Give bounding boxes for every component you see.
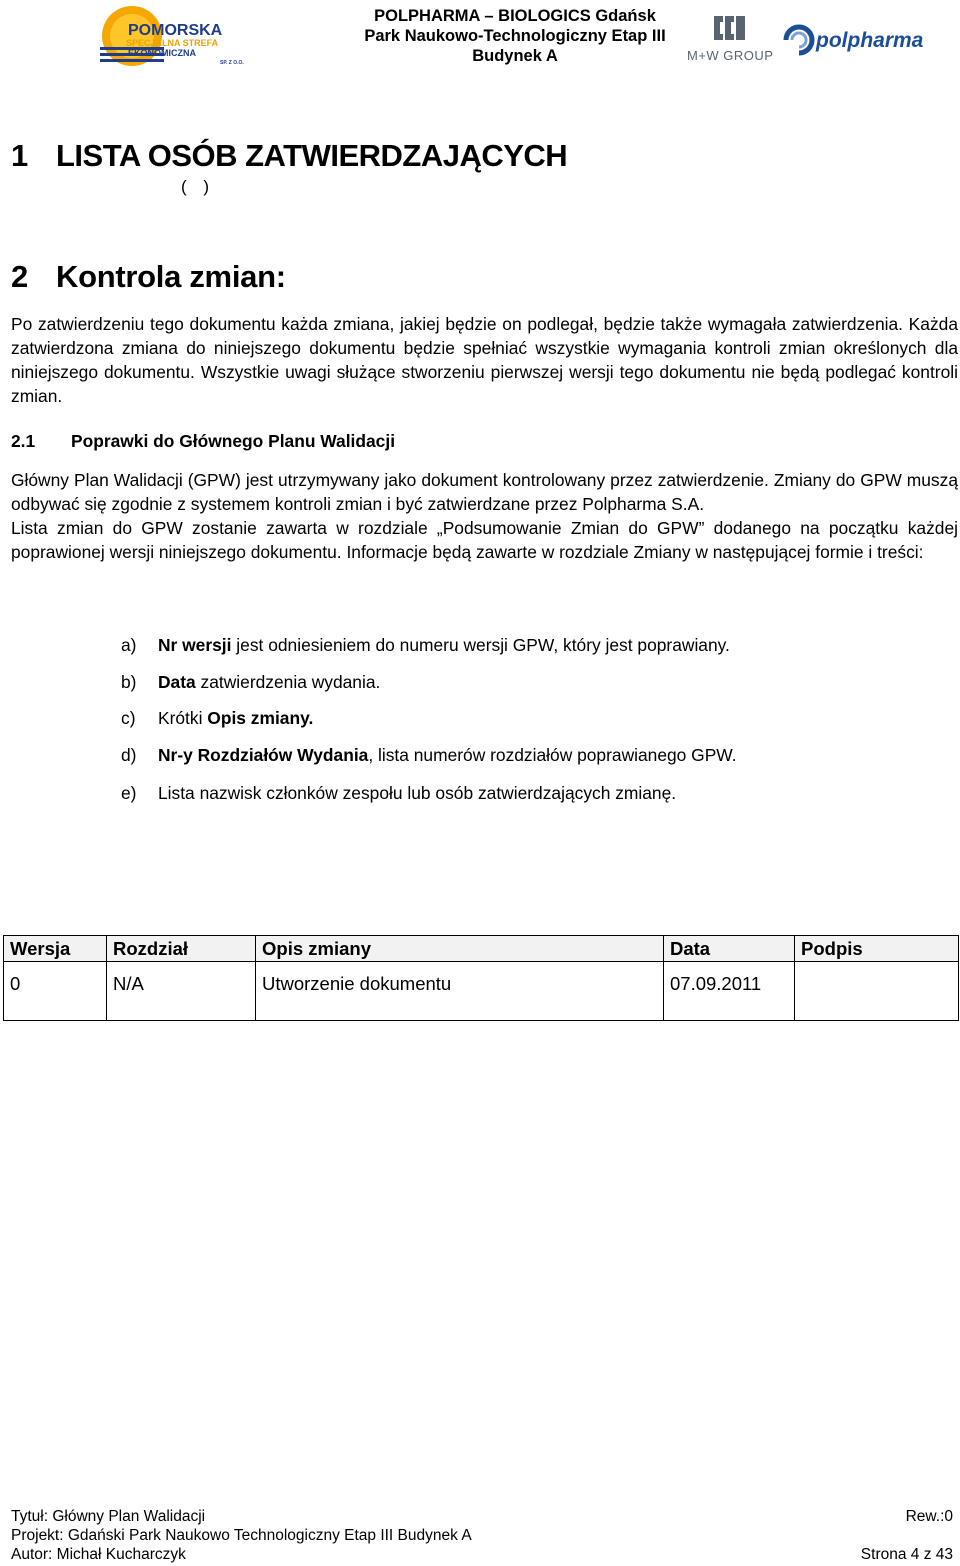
list-item-bold: Data — [158, 671, 196, 692]
svg-text:POMORSKA: POMORSKA — [128, 22, 223, 39]
empty-parentheses: ( ) — [181, 177, 216, 196]
table-cell: N/A — [107, 962, 256, 1021]
section-2-1-heading — [11, 431, 395, 452]
column-header: Opis zmiany — [256, 936, 664, 962]
list-item-bold: Nr-y Rozdziałów Wydania — [158, 744, 369, 765]
footer-title: Tytuł: Główny Plan Walidacji — [11, 1508, 206, 1525]
pomorska-logo — [92, 3, 256, 69]
header-line-3: Budynek A — [472, 47, 558, 65]
list-item-prefix: Krótki — [158, 708, 208, 728]
section-2-1-paragraph-1: Główny Plan Walidacji (GPW) jest utrzymywany jako dokument kontrolowany przez zatwierdzenie. Zmiany do GPW muszą odbywać się zgodnie z systemem kontroli zmian i być zatwierdzane przez Polpharma S.A. — [11, 470, 958, 514]
list-marker: e) — [121, 783, 137, 803]
list-item-text: , lista numerów rozdziałów poprawianego GPW. — [368, 744, 737, 765]
footer-page-number: Strona 4 z 43 — [860, 1546, 953, 1563]
table-cell — [795, 962, 959, 1021]
footer-title-line — [11, 1507, 953, 1526]
section-2-1-title: Poprawki do Głównego Planu Walidacji — [71, 431, 396, 451]
list-item-text: Lista nazwisk członków zespołu lub osób zatwierdzających zmianę. — [158, 783, 677, 803]
header-line-1: POLPHARMA – BIOLOGICS Gdańsk — [374, 7, 656, 25]
section-2-heading — [11, 259, 286, 295]
svg-text:SPECJALNA STREFA: SPECJALNA STREFA — [126, 38, 219, 48]
section-2-1-number: 2.1 — [11, 431, 36, 451]
section-1-title: LISTA OSÓB ZATWIERDZAJĄCYCH — [56, 138, 568, 173]
table-cell: Utworzenie dokumentu — [256, 962, 664, 1021]
footer-project: Projekt: Gdański Park Naukowo Technologiczny Etap III Budynek A — [11, 1527, 472, 1544]
svg-text:SP. Z O.O.: SP. Z O.O. — [220, 60, 244, 66]
list-item-text: jest odniesieniem do numeru wersji GPW, który jest poprawiany. — [231, 635, 730, 655]
section-2-title: Kontrola zmian: — [56, 259, 286, 294]
list-marker: d) — [121, 744, 137, 765]
list-item-text: zatwierdzenia wydania. — [195, 671, 381, 692]
section-2-1-body — [11, 468, 958, 564]
column-header: Podpis — [795, 936, 959, 962]
svg-text:M+W GROUP: M+W GROUP — [687, 48, 774, 63]
list-item-bold: Nr wersji — [158, 635, 232, 655]
section-1-heading — [11, 138, 567, 174]
table-header-row — [4, 936, 959, 962]
header-line-2: Park Naukowo-Technologiczny Etap III — [364, 27, 666, 45]
footer-author-line — [11, 1545, 953, 1564]
header-project-info — [340, 6, 690, 66]
table-cell: 0 — [4, 962, 107, 1021]
column-header: Data — [664, 936, 795, 962]
svg-text:EKONOMICZNA: EKONOMICZNA — [128, 48, 196, 58]
table-cell: 07.09.2011 — [664, 962, 795, 1021]
footer-revision: Rew.:0 — [905, 1508, 953, 1525]
section-2-number: 2 — [11, 259, 28, 294]
mw-group-logo — [684, 14, 780, 64]
list-item-bold: Opis zmiany. — [207, 708, 314, 728]
section-1-number: 1 — [11, 138, 28, 173]
footer-author: Autor: Michał Kucharczyk — [11, 1546, 186, 1563]
list-marker: c) — [121, 708, 136, 728]
polpharma-logo — [782, 22, 924, 58]
svg-text:polpharma: polpharma — [816, 29, 924, 52]
change-history-table — [3, 935, 959, 1021]
column-header: Wersja — [4, 936, 107, 962]
list-marker: b) — [121, 671, 137, 692]
column-header: Rozdział — [107, 936, 256, 962]
table-row — [4, 962, 959, 1021]
section-2-1-paragraph-2: Lista zmian do GPW zostanie zawarta w rozdziale „Podsumowanie Zmian do GPW” dodanego na początku każdej poprawionej wersji niniejszego dokumentu. Informacje będą zawarte w rozdziale Zmiany w następującej formie i treści: — [11, 518, 958, 562]
list-marker: a) — [121, 635, 137, 655]
section-2-paragraph: Po zatwierdzeniu tego dokumentu każda zmiana, jakiej będzie on podlegał, będzie także wymagała zatwierdzenia. Każda zatwierdzona zmiana do niniejszego dokumentu będzie spełniać wszystkie wymagania kontroli zmian określonych dla niniejszego dokumentu. Wszystkie uwagi służące stworzeniu pierwszej wersji tego dokumentu nie będą podlegać kontroli zmian. — [11, 314, 958, 406]
